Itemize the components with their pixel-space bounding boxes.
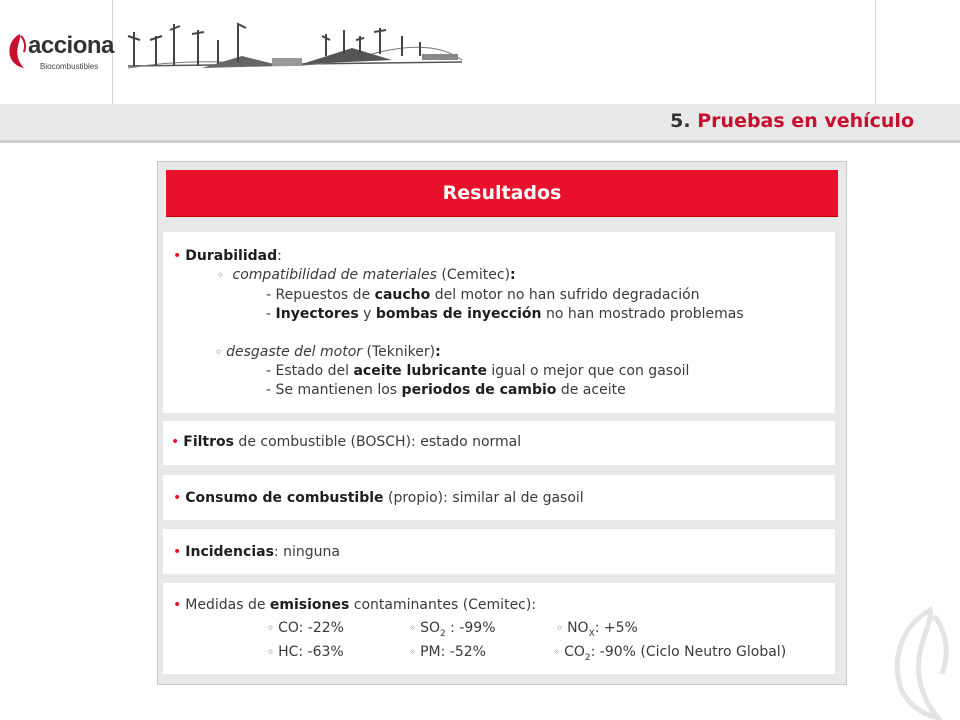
engine-wear-source: (Tekniker) bbox=[362, 344, 436, 360]
co-value: CO: -22% bbox=[278, 620, 344, 636]
colon: : bbox=[510, 267, 516, 283]
circle-bullet-icon: ◦ bbox=[267, 621, 275, 635]
bullet-icon: • bbox=[173, 248, 182, 264]
bullet-icon: • bbox=[173, 490, 182, 506]
incidents-line bbox=[173, 544, 340, 560]
consumption-text: (propio): similar al de gasoil bbox=[383, 490, 584, 506]
consumption-label: Consumo de combustible bbox=[185, 490, 384, 506]
header bbox=[0, 0, 960, 140]
emission-co2 bbox=[553, 644, 786, 663]
injectors-line bbox=[266, 306, 744, 322]
section-title-text: Pruebas en vehículo bbox=[697, 110, 914, 132]
text: - bbox=[266, 306, 276, 322]
header-underline bbox=[0, 140, 960, 143]
leaf-watermark-icon bbox=[880, 600, 960, 720]
subscript: 2 bbox=[439, 628, 446, 639]
text: y bbox=[358, 306, 376, 322]
durability-heading bbox=[173, 248, 282, 264]
co2-value: : -90% (Ciclo Neutro Global) bbox=[590, 644, 787, 660]
pm-value: PM: -52% bbox=[420, 644, 486, 660]
text-bold: bombas de inyección bbox=[375, 306, 542, 322]
emissions-heading bbox=[173, 597, 536, 613]
text: no han mostrado problemas bbox=[541, 306, 744, 322]
section-number: 5. bbox=[670, 110, 691, 132]
landscape-illustration bbox=[122, 14, 462, 76]
circle-bullet-icon: ◦ bbox=[409, 645, 417, 659]
text: - Se mantienen los bbox=[266, 382, 402, 398]
circle-bullet-icon: ◦ bbox=[409, 621, 417, 635]
bullet-icon: • bbox=[173, 597, 182, 613]
results-title: Resultados bbox=[442, 182, 562, 204]
emissions-label: emisiones bbox=[269, 597, 350, 613]
filters-box bbox=[163, 421, 835, 465]
so2-value: : -99% bbox=[445, 620, 496, 636]
results-title-bar bbox=[166, 170, 838, 216]
colon: : bbox=[277, 248, 282, 264]
emission-co bbox=[267, 620, 344, 636]
circle-bullet-icon: ◦ bbox=[556, 621, 564, 635]
emission-so2 bbox=[409, 620, 496, 639]
text-bold: periodos de cambio bbox=[401, 382, 557, 398]
circle-bullet-icon: ◦ bbox=[553, 645, 561, 659]
emission-nox bbox=[556, 620, 638, 639]
text: del motor no han sufrido degradación bbox=[430, 287, 700, 303]
circle-bullet-icon: ◦ bbox=[215, 345, 223, 359]
text: NO bbox=[567, 620, 589, 636]
text-bold: caucho bbox=[374, 287, 431, 303]
filters-line bbox=[171, 434, 521, 450]
materials-label: compatibilidad de materiales bbox=[232, 267, 437, 283]
brand-subtitle: Biocombustibles bbox=[40, 62, 99, 71]
colon: : bbox=[435, 344, 441, 360]
text: SO bbox=[420, 620, 440, 636]
bullet-icon: • bbox=[173, 544, 182, 560]
emissions-box bbox=[163, 583, 835, 674]
hc-value: HC: -63% bbox=[278, 644, 344, 660]
emission-hc bbox=[267, 644, 344, 660]
durability-label: Durabilidad bbox=[185, 248, 278, 264]
incidents-text: : ninguna bbox=[273, 544, 340, 560]
emission-pm bbox=[409, 644, 486, 660]
acciona-logo bbox=[6, 28, 114, 76]
text-bold: Inyectores bbox=[275, 306, 359, 322]
change-periods-line bbox=[266, 382, 626, 398]
text-bold: aceite lubricante bbox=[353, 363, 487, 379]
text: contaminantes (Cemitec): bbox=[349, 597, 537, 613]
lubricant-line bbox=[266, 363, 689, 379]
consumption-line bbox=[173, 490, 584, 506]
rubber-parts-line bbox=[266, 287, 700, 303]
subscript: X bbox=[588, 628, 595, 639]
subscript: 2 bbox=[584, 652, 591, 663]
incidents-box bbox=[163, 529, 835, 574]
brand-name: acciona bbox=[28, 32, 114, 59]
text: - Estado del bbox=[266, 363, 354, 379]
bullet-icon: • bbox=[171, 434, 180, 450]
filters-text: de combustible (BOSCH): estado normal bbox=[233, 434, 522, 450]
header-divider-right bbox=[875, 0, 876, 104]
materials-subitem bbox=[217, 267, 516, 283]
consumption-box bbox=[163, 475, 835, 520]
filters-label: Filtros bbox=[183, 434, 234, 450]
section-title bbox=[670, 110, 914, 132]
text: - Repuestos de bbox=[266, 287, 375, 303]
engine-wear-subitem bbox=[215, 344, 441, 360]
circle-bullet-icon: ◦ bbox=[267, 645, 275, 659]
engine-wear-label: desgaste del motor bbox=[226, 344, 363, 360]
nox-value: : +5% bbox=[594, 620, 638, 636]
text: de aceite bbox=[556, 382, 626, 398]
circle-bullet-icon: ◦ bbox=[217, 268, 225, 282]
incidents-label: Incidencias bbox=[185, 544, 274, 560]
text: CO bbox=[564, 644, 585, 660]
text: igual o mejor que con gasoil bbox=[486, 363, 690, 379]
text: Medidas de bbox=[185, 597, 270, 613]
durability-box bbox=[163, 232, 835, 413]
materials-source: (Cemitec) bbox=[436, 267, 511, 283]
